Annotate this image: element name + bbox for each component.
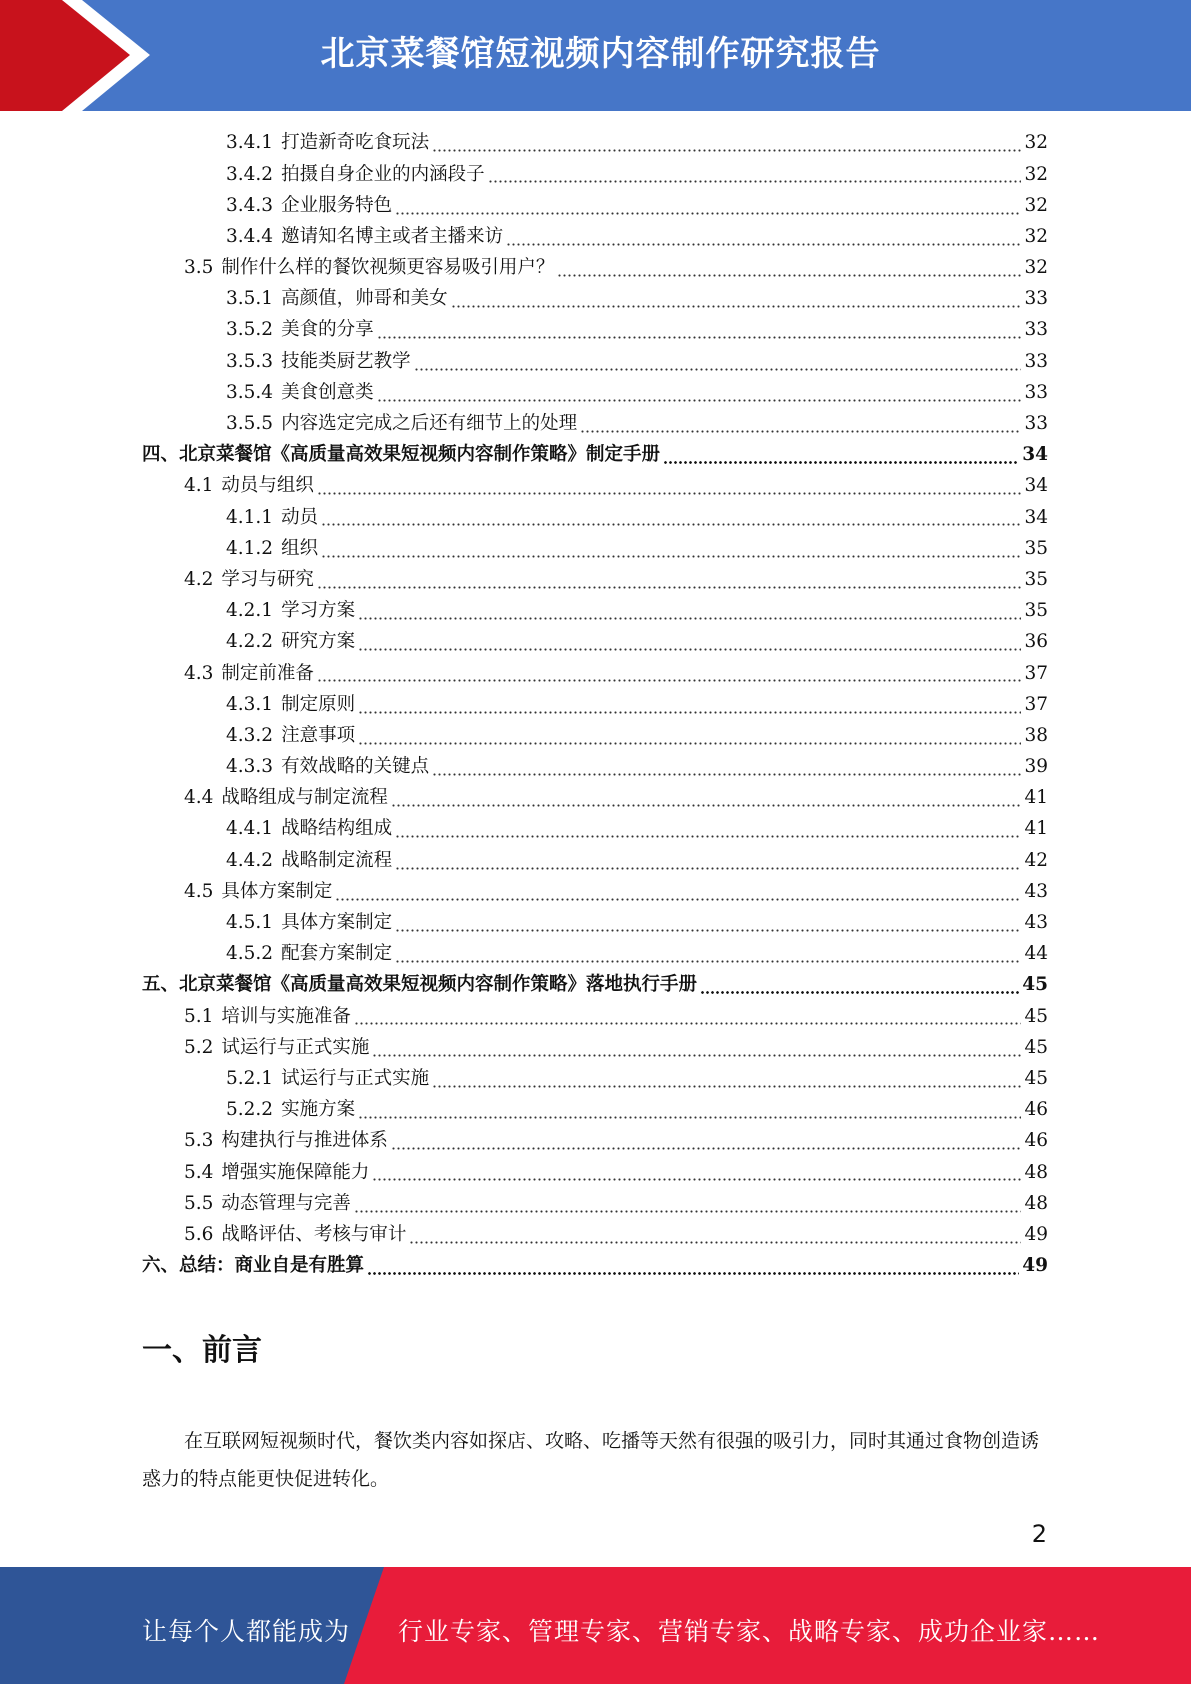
toc-entry[interactable] [142,1251,1048,1282]
toc-entry-page: 35 [1024,537,1048,559]
toc-entry-title: 动员与组织 [221,475,314,497]
toc-entry-page: 38 [1024,724,1048,746]
toc-entry-number: 5.1 [184,1005,214,1027]
toc-entry-title: 制定前准备 [221,662,314,684]
toc-entry-number: 3.5.1 [226,288,274,310]
toc-dot-leader [506,230,1021,246]
toc-entry-number: 4.5.1 [226,912,274,934]
toc-entry-title: 组织 [281,537,319,559]
toc-entry-number: 3.4.3 [226,194,274,216]
toc-entry[interactable] [142,1188,1048,1219]
toc-entry-page: 32 [1024,163,1048,185]
toc-entry-page: 49 [1024,1223,1048,1245]
toc-entry[interactable] [142,877,1048,908]
toc-entry-title: 注意事项 [281,724,356,746]
toc-entry-title: 学习方案 [281,600,356,622]
toc-entry-page: 48 [1024,1161,1048,1183]
page-number: 2 [1031,1520,1047,1548]
toc-entry-number: 4.4.1 [226,818,274,840]
toc-entry-page: 46 [1024,1130,1048,1152]
toc-dot-leader [663,448,1019,464]
toc-dot-leader [317,573,1022,589]
toc-entry-title: 具体方案制定 [221,880,333,902]
toc-dot-leader [335,885,1021,901]
toc-entry[interactable] [142,721,1048,752]
toc-entry[interactable] [142,970,1048,1001]
toc-entry-number: 4.5 [184,880,214,902]
toc-entry-page: 43 [1024,880,1048,902]
toc-entry-page: 33 [1024,319,1048,341]
toc-entry-page: 32 [1024,132,1048,154]
toc-entry[interactable] [142,190,1048,221]
toc-entry[interactable] [142,253,1048,284]
toc-entry-page: 32 [1024,194,1048,216]
toc-entry-page: 33 [1024,413,1048,435]
toc-dot-leader [317,666,1022,682]
toc-dot-leader [432,760,1021,776]
toc-entry-number: 4.1 [184,475,214,497]
toc-dot-leader [321,510,1021,526]
toc-entry-page: 35 [1024,600,1048,622]
toc-entry[interactable] [142,1095,1048,1126]
toc-entry-number: 3.4.1 [226,132,274,154]
toc-entry[interactable] [142,596,1048,627]
toc-entry[interactable] [142,284,1048,315]
toc-entry-number: 4.2.1 [226,600,274,622]
toc-entry-title: 具体方案制定 [281,912,393,934]
toc-entry-page: 46 [1024,1099,1048,1121]
toc-entry[interactable] [142,627,1048,658]
toc-entry[interactable] [142,939,1048,970]
toc-entry-number: 3.5.3 [226,350,274,372]
toc-entry-number: 3.5.5 [226,413,274,435]
toc-dot-leader [372,1041,1021,1057]
toc-entry-page: 35 [1024,568,1048,590]
toc-entry[interactable] [142,1001,1048,1032]
toc-entry[interactable] [142,471,1048,502]
toc-entry-page: 49 [1022,1255,1048,1277]
toc-entry-title: 实施方案 [281,1099,356,1121]
toc-dot-leader [321,542,1021,558]
toc-entry-title: 制定原则 [281,693,356,715]
toc-entry-title: 拍摄自身企业的内涵段子 [281,163,485,185]
toc-entry-title: 高颜值，帅哥和美女 [281,288,448,310]
toc-entry-title: 四、北京菜餐馆《高质量高效果短视频内容制作策略》制定手册 [142,444,661,466]
toc-entry[interactable] [142,346,1048,377]
toc-dot-leader [317,479,1022,495]
toc-entry-title: 美食的分享 [281,319,374,341]
toc-entry[interactable] [142,222,1048,253]
toc-entry-page: 48 [1024,1192,1048,1214]
toc-entry[interactable] [142,689,1048,720]
toc-entry-number: 4.5.2 [226,943,274,965]
toc-entry-number: 5.4 [184,1161,214,1183]
toc-dot-leader [409,1228,1021,1244]
toc-dot-leader [391,1134,1022,1150]
toc-entry[interactable] [142,440,1048,471]
toc-entry[interactable] [142,315,1048,346]
page-header [0,0,1191,111]
toc-entry[interactable] [142,908,1048,939]
toc-entry-number: 3.5 [184,257,214,279]
toc-entry[interactable] [142,752,1048,783]
toc-entry-page: 34 [1024,506,1048,528]
toc-entry[interactable] [142,565,1048,596]
toc-entry-number: 5.5 [184,1192,214,1214]
toc-entry[interactable] [142,814,1048,845]
toc-entry-title: 打造新奇吃食玩法 [281,132,430,154]
toc-entry-number: 4.3.3 [226,756,274,778]
toc-entry-title: 战略评估、考核与审计 [221,1223,407,1245]
toc-entry-page: 33 [1024,381,1048,403]
toc-entry[interactable] [142,1064,1048,1095]
toc-entry[interactable] [142,658,1048,689]
toc-entry-title: 增强实施保障能力 [221,1161,370,1183]
toc-entry-title: 培训与实施准备 [221,1005,351,1027]
toc-dot-leader [580,417,1021,433]
footer-slogan-right: 行业专家、管理专家、营销专家、战略专家、成功企业家…… [398,1617,1101,1646]
toc-entry-number: 4.3.1 [226,693,274,715]
toc-entry-title: 企业服务特色 [281,194,393,216]
toc-entry-number: 5.2 [184,1036,214,1058]
toc-entry-number: 3.4.2 [226,163,274,185]
toc-entry-title: 试运行与正式实施 [221,1036,370,1058]
toc-dot-leader [358,635,1021,651]
toc-dot-leader [451,292,1022,308]
toc-entry-number: 5.2.2 [226,1099,274,1121]
toc-dot-leader [367,1259,1019,1275]
toc-dot-leader [358,604,1021,620]
toc-entry-page: 37 [1024,693,1048,715]
toc-entry-title: 试运行与正式实施 [281,1067,430,1089]
toc-entry-title: 战略制定流程 [281,849,393,871]
toc-entry-number: 4.1.1 [226,506,274,528]
toc-dot-leader [557,261,1021,277]
toc-entry-number: 3.5.2 [226,319,274,341]
toc-dot-leader [395,854,1021,870]
toc-entry-title: 配套方案制定 [281,943,393,965]
toc-dot-leader [395,822,1021,838]
section-heading: 一、前言 [142,1333,262,1368]
toc-dot-leader [377,386,1022,402]
toc-entry-page: 32 [1024,257,1048,279]
toc-dot-leader [432,136,1021,152]
toc-entry[interactable] [142,1157,1048,1188]
toc-entry-page: 34 [1022,444,1048,466]
toc-dot-leader [358,1103,1021,1119]
toc-dot-leader [354,1197,1022,1213]
toc-entry[interactable] [142,533,1048,564]
toc-dot-leader [354,1009,1022,1025]
toc-entry-number: 5.2.1 [226,1067,274,1089]
toc-entry-title: 动态管理与完善 [221,1192,351,1214]
toc-entry[interactable] [142,1220,1048,1251]
toc-dot-leader [488,167,1022,183]
toc-entry-title: 战略结构组成 [281,818,393,840]
toc-entry-number: 4.4 [184,787,214,809]
toc-entry[interactable] [142,1032,1048,1063]
toc-entry-page: 41 [1024,787,1048,809]
toc-entry[interactable] [142,783,1048,814]
toc-dot-leader [377,323,1022,339]
page-footer [0,1567,1191,1684]
toc-entry-title: 战略组成与制定流程 [221,787,388,809]
toc-entry[interactable] [142,159,1048,190]
toc-entry-page: 44 [1024,943,1048,965]
toc-dot-leader [414,355,1022,371]
toc-dot-leader [432,1072,1021,1088]
toc-dot-leader [372,1165,1021,1181]
toc-entry-page: 36 [1024,631,1048,653]
toc-entry-title: 五、北京菜餐馆《高质量高效果短视频内容制作策略》落地执行手册 [142,974,698,996]
toc-entry[interactable] [142,502,1048,533]
footer-slogan-left: 让每个人都能成为 [142,1617,351,1646]
toc-dot-leader [391,791,1022,807]
toc-entry-page: 45 [1024,1005,1048,1027]
toc-entry-page: 43 [1024,912,1048,934]
toc-entry-title: 内容选定完成之后还有细节上的处理 [281,413,578,435]
toc-entry-title: 构建执行与推进体系 [221,1130,388,1152]
toc-entry-number: 3.5.4 [226,381,274,403]
toc-entry-page: 33 [1024,288,1048,310]
toc-entry[interactable] [142,1126,1048,1157]
toc-entry-title: 邀请知名博主或者主播来访 [281,225,504,247]
toc-entry-title: 动员 [281,506,319,528]
toc-entry-number: 4.1.2 [226,537,274,559]
toc-entry-number: 5.6 [184,1223,214,1245]
toc-entry[interactable] [142,128,1048,159]
toc-dot-leader [395,947,1021,963]
toc-entry[interactable] [142,409,1048,440]
toc-entry-title: 制作什么样的餐饮视频更容易吸引用户？ [221,257,555,279]
toc-entry-page: 32 [1024,225,1048,247]
toc-entry-title: 六、总结：商业自是有胜算 [142,1255,365,1277]
toc-entry-title: 技能类厨艺教学 [281,350,411,372]
toc-entry[interactable] [142,378,1048,409]
toc-entry-page: 45 [1024,1036,1048,1058]
toc-entry-page: 42 [1024,849,1048,871]
toc-dot-leader [358,698,1021,714]
toc-dot-leader [395,916,1021,932]
toc-entry-number: 4.4.2 [226,849,274,871]
toc-dot-leader [700,978,1019,994]
toc-entry-page: 39 [1024,756,1048,778]
toc-entry-number: 4.3.2 [226,724,274,746]
toc-entry-page: 34 [1024,475,1048,497]
toc-entry-title: 研究方案 [281,631,356,653]
toc-entry-number: 3.4.4 [226,225,274,247]
report-title: 北京菜餐馆短视频内容制作研究报告 [320,34,881,74]
toc-entry[interactable] [142,845,1048,876]
toc-entry-page: 33 [1024,350,1048,372]
toc-entry-number: 4.2.2 [226,631,274,653]
toc-entry-page: 45 [1022,974,1048,996]
toc-entry-page: 41 [1024,818,1048,840]
toc-entry-number: 5.3 [184,1130,214,1152]
toc-entry-title: 美食创意类 [281,381,374,403]
toc-entry-title: 学习与研究 [221,568,314,590]
toc-entry-page: 37 [1024,662,1048,684]
toc-entry-number: 4.3 [184,662,214,684]
body-paragraph: 在互联网短视频时代，餐饮类内容如探店、攻略、吃播等天然有很强的吸引力，同时其通过食物创造诱惑力的特点能更快促进转化。 [142,1430,1040,1490]
toc-dot-leader [358,729,1021,745]
toc-entry-page: 45 [1024,1067,1048,1089]
table-of-contents [142,128,1048,1282]
toc-entry-number: 4.2 [184,568,214,590]
toc-dot-leader [395,199,1021,215]
toc-entry-title: 有效战略的关键点 [281,756,430,778]
